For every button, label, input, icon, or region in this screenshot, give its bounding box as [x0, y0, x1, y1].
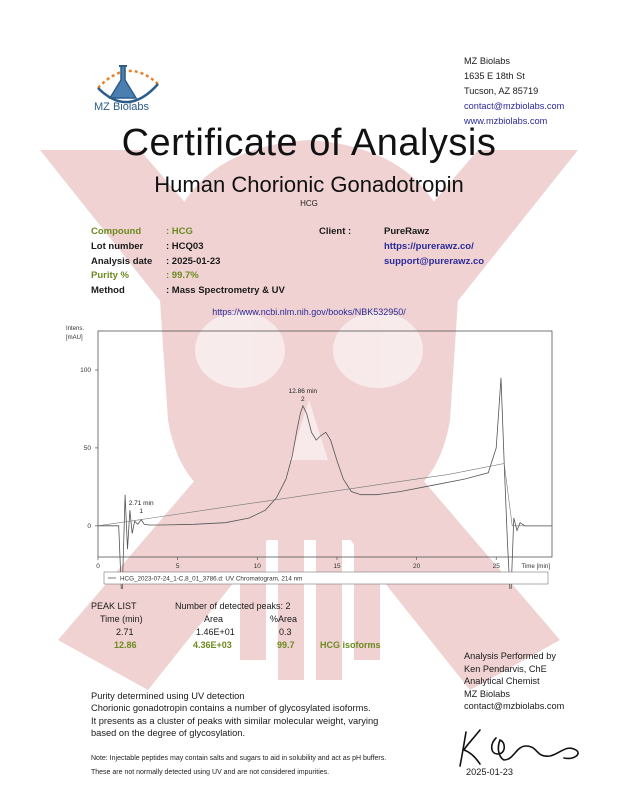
description-line-4: based on the degree of glycosylation.: [91, 728, 246, 739]
analyst-signature-icon: [456, 724, 588, 768]
analyst-block: [464, 650, 564, 713]
x-tick-label: 5: [175, 563, 180, 570]
peak-list-title: PEAK LIST: [91, 601, 137, 611]
date-label: Analysis date: [91, 256, 153, 267]
peak-2-time-label: 12.86 min: [288, 387, 318, 395]
y-axis-label-line-1: Intens.: [66, 326, 85, 332]
company-street: 1635 E 18th St: [464, 71, 525, 81]
peak-row-2-note: HCG isoforms: [320, 640, 381, 650]
x-axis-label: Time [min]: [521, 563, 550, 570]
compound-abbreviation: HCG: [300, 199, 318, 208]
description-line-1: Purity determined using UV detection: [91, 691, 245, 701]
compound-label: Compound: [91, 226, 142, 237]
page-title: Certificate of Analysis: [121, 122, 497, 164]
footnote: [91, 752, 386, 780]
uv-chromatogram-chart: [64, 321, 554, 589]
x-tick-label: 25: [492, 563, 500, 570]
purity-value: : 99.7%: [166, 270, 199, 281]
description-line-2: Chorionic gonadotropin contains a number of glycosylated isoforms.: [91, 703, 371, 714]
date-value: : 2025-01-23: [166, 256, 221, 267]
footnote-line-2: These are not normally detected using UV and are not considered impurities.: [91, 769, 330, 776]
company-website-link[interactable]: www.mzbiolabs.com: [464, 116, 548, 126]
method-value: : Mass Spectrometry & UV: [166, 285, 285, 296]
peak-header-pct-area: %Area: [270, 614, 298, 624]
signature-date: 2025-01-23: [466, 767, 513, 777]
lot-value: : HCQ03: [166, 241, 204, 252]
analyst-email: contact@mzbiolabs.com: [464, 701, 565, 712]
client-url-link[interactable]: https://purerawz.co/: [384, 241, 474, 252]
x-tick-label: 0: [96, 563, 100, 570]
peak-row-2-area: 4.36E+03: [193, 640, 232, 650]
y-tick-label: 50: [83, 444, 91, 452]
chart-plot-frame: [98, 331, 552, 557]
company-address-block: [464, 54, 564, 129]
baseline-trace-line: [98, 464, 552, 526]
peak-row-2-pct: 99.7: [277, 640, 295, 650]
peak-row-1-area: 1.46E+01: [196, 627, 235, 637]
x-tick-label: 20: [412, 563, 421, 570]
footnote-line-1: Note: Injectable peptides may contain salts and sugars to aid in solubility and act as pH buffers.: [91, 755, 387, 762]
company-name: MZ Biolabs: [464, 56, 510, 66]
purity-description: [91, 690, 378, 740]
x-tick-label: 15: [333, 563, 341, 570]
lot-label: Lot number: [91, 241, 144, 252]
analyst-title: Analytical Chemist: [464, 676, 540, 687]
description-line-3: It presents as a cluster of peaks with similar molecular weight, varying: [91, 715, 379, 726]
company-city: Tucson, AZ 85719: [464, 86, 539, 96]
peak-row-1-time: 2.71: [116, 627, 134, 637]
compound-value: : HCG: [166, 226, 193, 237]
peak-1-number-label: 1: [139, 508, 143, 516]
client-label: Client :: [319, 226, 352, 237]
y-axis-label-line-2: [mAU]: [66, 335, 83, 341]
y-tick-label: 100: [80, 366, 91, 374]
legend-entry: HCG_2023-07-24_1-C,8_01_3786.d: UV Chromatogram, 214 nm: [120, 575, 303, 583]
reference-url-link[interactable]: https://www.ncbi.nlm.nih.gov/books/NBK532950/: [212, 307, 406, 317]
client-name: PureRawz: [384, 226, 430, 237]
analyst-heading: Analysis Performed by: [464, 651, 556, 661]
analyst-company: MZ Biolabs: [464, 688, 510, 699]
peak-row-1-pct: 0.3: [279, 627, 292, 637]
analyst-name: Ken Pendarvis, ChE: [464, 663, 547, 674]
method-label: Method: [91, 285, 125, 296]
detected-peaks-count: Number of detected peaks: 2: [175, 601, 291, 611]
company-email-link[interactable]: contact@mzbiolabs.com: [464, 101, 565, 111]
logo-text: MZ Biolabs: [94, 101, 150, 113]
peak-header-time: Time (min): [100, 614, 143, 624]
peak-row-2-time: 12.86: [114, 640, 137, 650]
peak-1-time-label: 2.71 min: [128, 500, 154, 508]
x-tick-label: 10: [253, 563, 261, 570]
client-email-link[interactable]: support@purerawz.co: [384, 256, 485, 267]
y-tick-label: 0: [87, 522, 91, 530]
peak-2-number-label: 2: [301, 395, 305, 403]
purity-label: Purity %: [91, 270, 130, 281]
peak-header-area: Area: [204, 614, 224, 624]
compound-full-name: Human Chorionic Gonadotropin: [154, 172, 464, 197]
